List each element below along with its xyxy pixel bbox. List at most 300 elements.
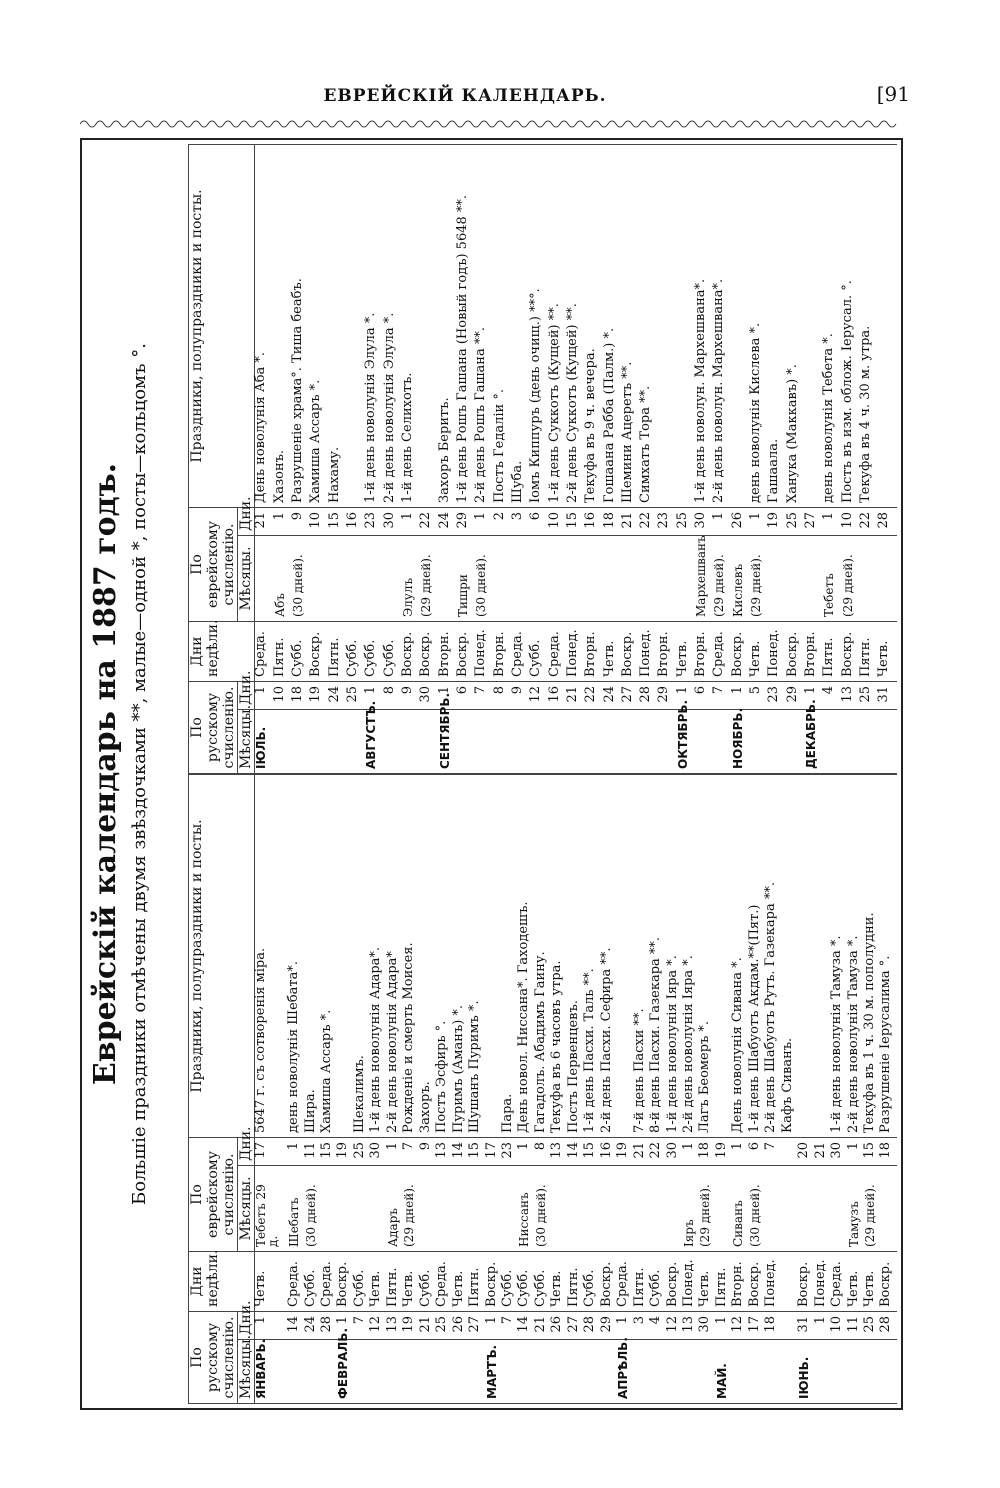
holiday-cell: 2-й день Суккотъ (Кущей) **. xyxy=(567,145,585,508)
heb-day-cell: 19 xyxy=(617,1137,633,1165)
heb-month-cell xyxy=(622,536,640,622)
heb-month-cell: (30 дней). xyxy=(749,1166,765,1252)
holiday-cell: Шемини Ацеретъ **. xyxy=(622,145,640,508)
heb-day-cell: 17 xyxy=(255,1137,289,1165)
holiday-cell: Захоръ. xyxy=(420,775,436,1138)
col-days-label-right: Дни xyxy=(189,636,205,667)
holiday-cell: Текуфа въ 1 ч. 30 м. пополудни. xyxy=(864,775,880,1138)
weekday-cell: Среда. xyxy=(436,1252,452,1312)
heb-month-cell xyxy=(880,1166,897,1252)
page-number: [91 xyxy=(876,82,910,106)
calendar-caption xyxy=(88,140,150,1408)
col-rus: По русскому счисленію. xyxy=(189,1312,238,1404)
day-cell: 29 xyxy=(787,682,805,710)
day-cell: 28 xyxy=(321,1312,337,1340)
heb-day-cell: 1 xyxy=(518,1137,534,1165)
month-cell: АВГУСТЪ. xyxy=(365,710,383,774)
calendar-table-left xyxy=(188,774,897,1404)
table-row xyxy=(585,145,603,774)
day-cell: 12 xyxy=(370,1312,386,1340)
table-row xyxy=(255,145,274,774)
holiday-cell: Постъ Гедаліи °. xyxy=(494,145,512,508)
day-cell: 1 xyxy=(255,682,274,710)
weekday-cell: Воскр. xyxy=(622,622,640,682)
month-cell xyxy=(370,1340,386,1404)
col-heb-daysnum-right: Дни. xyxy=(238,507,255,535)
holiday-cell xyxy=(798,775,814,1138)
heb-day-cell: 22 xyxy=(650,1137,666,1165)
day-cell: 24 xyxy=(329,682,347,710)
heb-day-cell: 30 xyxy=(370,1137,386,1165)
day-cell: 1 xyxy=(732,682,750,710)
heb-month-cell: Сиванъ xyxy=(732,1166,748,1252)
month-cell xyxy=(453,1340,469,1404)
heb-month-cell xyxy=(494,536,512,622)
day-cell: 19 xyxy=(310,682,328,710)
day-cell: 10 xyxy=(831,1312,847,1340)
holiday-cell: 8-й день Пасхи. Газекара **. xyxy=(650,775,666,1138)
heb-month-cell: (29 дней). xyxy=(699,1166,715,1252)
table-row xyxy=(640,145,658,774)
weekday-cell: Воскр. xyxy=(310,622,328,682)
heb-day-cell: 16 xyxy=(347,507,365,535)
holiday-cell: Пара. xyxy=(502,775,518,1138)
col-weekdays-label-right: недѣли. xyxy=(205,619,221,677)
day-cell: 9 xyxy=(402,682,420,710)
day-cell: 3 xyxy=(634,1312,650,1340)
day-cell: 23 xyxy=(768,682,786,710)
day-cell: 17 xyxy=(749,1312,765,1340)
day-cell: 6 xyxy=(457,682,475,710)
heb-month-cell: Элулъ xyxy=(402,536,420,622)
heb-month-cell: (29 дней). xyxy=(403,1166,419,1252)
weekday-cell: Среда. xyxy=(549,622,567,682)
day-cell: 8 xyxy=(494,682,512,710)
month-cell xyxy=(640,710,658,774)
holiday-cell: день новолунія Тебета *. xyxy=(823,145,841,508)
weekday-cell: Воскр. xyxy=(420,622,438,682)
month-cell xyxy=(584,1340,600,1404)
heb-day-cell: 18 xyxy=(604,507,622,535)
heb-month-cell: (30 дней). xyxy=(535,1166,551,1252)
weekday-cell: Четв. xyxy=(677,622,695,682)
weekday-cell: Вторн. xyxy=(494,622,512,682)
holiday-cell: 1-й день Шабуотъ Акдам.**(Пят.) xyxy=(749,775,765,1138)
month-cell xyxy=(402,710,420,774)
month-cell xyxy=(347,710,365,774)
holiday-cell: 1-й день новолунія Элула *. xyxy=(365,145,383,508)
heb-month-cell xyxy=(310,536,328,622)
heb-month-cell xyxy=(601,1166,617,1252)
table-row xyxy=(878,145,897,774)
table-row xyxy=(782,775,798,1404)
heb-day-cell: 21 xyxy=(634,1137,650,1165)
heb-month-cell xyxy=(321,1166,337,1252)
heb-day-cell: 15 xyxy=(584,1137,600,1165)
month-cell xyxy=(535,1340,551,1404)
heb-month-cell xyxy=(551,1166,567,1252)
heb-month-cell: (29 дней). xyxy=(750,536,768,622)
heb-day-cell: 13 xyxy=(436,1137,452,1165)
holiday-cell: 2-й день новолунія Тамуза *. xyxy=(848,775,864,1138)
weekday-cell: Субб. xyxy=(650,1252,666,1312)
heb-month-cell xyxy=(667,1166,683,1252)
table-row xyxy=(420,145,438,774)
table-row xyxy=(469,775,485,1404)
right-rows xyxy=(255,145,898,774)
day-cell: 28 xyxy=(584,1312,600,1340)
month-cell xyxy=(634,1340,650,1404)
weekday-cell: Пятн. xyxy=(716,1252,732,1312)
month-cell xyxy=(658,710,676,774)
holiday-cell: 1-й день новолунія Тамуза *. xyxy=(831,775,847,1138)
weekday-cell: Среда. xyxy=(512,622,530,682)
month-cell xyxy=(878,710,897,774)
heb-month-cell xyxy=(329,536,347,622)
heb-month-cell xyxy=(568,1166,584,1252)
heb-month-cell: Мархешванъ xyxy=(695,536,713,622)
heb-day-cell: 20 xyxy=(798,1137,814,1165)
heb-month-cell xyxy=(815,1166,831,1252)
heb-day-cell: 27 xyxy=(805,507,823,535)
heb-month-cell xyxy=(640,536,658,622)
month-cell xyxy=(699,1340,715,1404)
holiday-cell: день новолунія Кислева *. xyxy=(750,145,768,508)
weekday-cell: Среда. xyxy=(321,1252,337,1312)
heb-day-cell: 9 xyxy=(292,507,310,535)
col-months: Мѣсяцы. xyxy=(238,1340,255,1404)
holiday-cell: Іомъ Киппуръ (день очищ.) **°. xyxy=(530,145,548,508)
holiday-cell: 2-й день новолун. Мархешвана*. xyxy=(713,145,731,508)
weekday-cell: Воскр. xyxy=(732,622,750,682)
day-cell: 31 xyxy=(878,682,897,710)
table-row xyxy=(310,145,328,774)
day-cell: 10 xyxy=(274,682,292,710)
day-cell: 14 xyxy=(518,1312,534,1340)
weekday-cell: Понед. xyxy=(768,622,786,682)
heb-month-cell xyxy=(453,1166,469,1252)
day-cell: 12 xyxy=(530,682,548,710)
day-cell: 1 xyxy=(365,682,383,710)
holiday-cell: Гошаана Рабба (Палм.) *. xyxy=(604,145,622,508)
holiday-cell: 1-й день Селихотъ. xyxy=(402,145,420,508)
heb-day-cell: 17 xyxy=(486,1137,502,1165)
holiday-cell: Нахаму. xyxy=(329,145,347,508)
heb-day-cell: 29 xyxy=(457,507,475,535)
holiday-cell: Симхатъ Тора **. xyxy=(640,145,658,508)
month-cell: МАЙ. xyxy=(716,1340,732,1404)
heb-month-cell: (29 дней). xyxy=(713,536,731,622)
month-cell xyxy=(568,1340,584,1404)
holiday-cell: 5647 г. съ сотворенія міра. xyxy=(255,775,289,1138)
weekday-cell: Субб. xyxy=(584,1252,600,1312)
month-cell xyxy=(823,710,841,774)
weekday-cell: Четв. xyxy=(370,1252,386,1312)
calendar-title: Еврейскій календарь на 1887 годъ. xyxy=(88,462,123,1086)
heb-day-cell: 25 xyxy=(787,507,805,535)
day-cell: 21 xyxy=(420,1312,436,1340)
page-header xyxy=(80,80,910,110)
table-row xyxy=(321,775,337,1404)
weekday-cell: Четв. xyxy=(255,1252,289,1312)
calendar-table-right xyxy=(188,144,897,774)
weekday-cell: Среда. xyxy=(831,1252,847,1312)
holiday-cell: Разрушеніе Іерусалима °. xyxy=(880,775,897,1138)
month-cell xyxy=(288,1340,304,1404)
heb-day-cell: 8 xyxy=(535,1137,551,1165)
heb-month-cell xyxy=(420,1166,436,1252)
month-cell xyxy=(494,710,512,774)
col-rus-right: По русскому счисленію. xyxy=(189,682,238,774)
heb-month-cell xyxy=(768,536,786,622)
col-months-right: Мѣсяцы. xyxy=(238,710,255,774)
table-row xyxy=(860,145,878,774)
weekday-cell: Понед. xyxy=(765,1252,781,1312)
weekday-cell: Вторн. xyxy=(732,1252,748,1312)
heb-day-cell: 16 xyxy=(601,1137,617,1165)
weekday-cell: Пятн. xyxy=(860,622,878,682)
holiday-cell: Хамиша Ассаръ *. xyxy=(321,775,337,1138)
col-heb-months-right: Мѣсяцы. xyxy=(238,536,255,622)
holiday-cell: 1-й день Пасхи. Таль **. xyxy=(584,775,600,1138)
weekday-cell: Четв. xyxy=(750,622,768,682)
month-cell xyxy=(551,1340,567,1404)
month-cell xyxy=(518,1340,534,1404)
heb-day-cell: 30 xyxy=(384,507,402,535)
col-holidays: Праздники, полупраздники и посты. xyxy=(189,775,255,1138)
heb-month-cell: Тебетъ 29 д. xyxy=(255,1166,289,1252)
heb-month-cell xyxy=(658,536,676,622)
holiday-cell: День новолунія Аба *. xyxy=(255,145,274,508)
day-cell: 7 xyxy=(713,682,731,710)
weekday-cell: Воскр. xyxy=(402,622,420,682)
weekday-cell: Пятн. xyxy=(568,1252,584,1312)
holiday-cell: Хазонъ. xyxy=(274,145,292,508)
heb-month-cell xyxy=(650,1166,666,1252)
holiday-cell: Разрушеніе храма°. Тиша беабъ. xyxy=(292,145,310,508)
holiday-cell: Постъ Эсфирь °. xyxy=(436,775,452,1138)
month-cell xyxy=(842,710,860,774)
day-cell: 29 xyxy=(601,1312,617,1340)
weekday-cell: Вторн. xyxy=(695,622,713,682)
table-row xyxy=(880,775,897,1404)
weekday-cell: Субб. xyxy=(502,1252,518,1312)
weekday-cell: Вторн. xyxy=(439,622,457,682)
weekday-cell: Субб. xyxy=(518,1252,534,1312)
heb-day-cell: 1 xyxy=(402,507,420,535)
weekday-cell: Понед. xyxy=(683,1252,699,1312)
day-cell: 7 xyxy=(502,1312,518,1340)
weekday-cell: Субб. xyxy=(347,622,365,682)
holiday-cell: Постъ Первенцевъ. xyxy=(568,775,584,1138)
holiday-cell: 2-й день Пасхи. Сефира **. xyxy=(601,775,617,1138)
day-cell: 25 xyxy=(860,682,878,710)
heb-day-cell: 3 xyxy=(512,507,530,535)
holiday-cell: Шуба. xyxy=(512,145,530,508)
day-cell: 27 xyxy=(469,1312,485,1340)
heb-month-cell xyxy=(860,536,878,622)
holiday-cell xyxy=(486,775,502,1138)
heb-day-cell: 10 xyxy=(310,507,328,535)
day-cell: 30 xyxy=(699,1312,715,1340)
weekday-cell: Субб. xyxy=(292,622,310,682)
col-holidays-right: Праздники, полупраздники и посты. xyxy=(189,145,255,508)
heb-month-cell xyxy=(436,1166,452,1252)
day-cell: 1 xyxy=(617,1312,633,1340)
heb-day-cell: 11 xyxy=(305,1137,321,1165)
heb-day-cell: 21 xyxy=(255,507,274,535)
weekday-cell: Понед. xyxy=(567,622,585,682)
holiday-cell: Пуримъ (Аманъ) *. xyxy=(453,775,469,1138)
heb-day-cell: 2 xyxy=(494,507,512,535)
weekday-cell: Вторн. xyxy=(805,622,823,682)
holiday-cell: Шекалимъ. xyxy=(354,775,370,1138)
heb-month-cell xyxy=(486,1166,502,1252)
holiday-cell: 2-й день Шабуотъ Рутъ. Газекара **. xyxy=(765,775,781,1138)
heb-month-cell xyxy=(530,536,548,622)
month-cell: ІЮНЬ. xyxy=(798,1340,814,1404)
heb-day-cell: 22 xyxy=(420,507,438,535)
month-cell xyxy=(530,710,548,774)
heb-day-cell: 18 xyxy=(880,1137,897,1165)
month-cell xyxy=(713,710,731,774)
heb-month-cell xyxy=(617,1166,633,1252)
day-cell: 13 xyxy=(387,1312,403,1340)
month-cell: СЕНТЯБРЬ. xyxy=(439,710,457,774)
weekday-cell: Субб. xyxy=(420,1252,436,1312)
heb-day-cell: 1 xyxy=(475,507,493,535)
month-cell xyxy=(549,710,567,774)
month-cell xyxy=(567,710,585,774)
heb-month-cell: Іяръ xyxy=(683,1166,699,1252)
heb-month-cell xyxy=(354,1166,370,1252)
weekday-cell: Воскр. xyxy=(601,1252,617,1312)
heb-month-cell: (29 дней). xyxy=(864,1166,880,1252)
month-cell xyxy=(436,1340,452,1404)
day-cell: 28 xyxy=(640,682,658,710)
holiday-cell: 1-й день новолун. Мархешвана*. xyxy=(695,145,713,508)
weekday-cell: Четв. xyxy=(403,1252,419,1312)
heb-day-cell: 14 xyxy=(453,1137,469,1165)
heb-day-cell: 21 xyxy=(622,507,640,535)
day-cell: 28 xyxy=(880,1312,897,1340)
heb-day-cell: 18 xyxy=(699,1137,715,1165)
heb-day-cell: 7 xyxy=(403,1137,419,1165)
month-cell xyxy=(695,710,713,774)
heb-month-cell: (30 дней). xyxy=(475,536,493,622)
holiday-cell: Хамиша Ассаръ *. xyxy=(310,145,328,508)
weekday-cell: Понед. xyxy=(640,622,658,682)
holiday-cell xyxy=(420,145,438,508)
heb-month-cell: (29 дней). xyxy=(842,536,860,622)
heb-day-cell: 14 xyxy=(568,1137,584,1165)
rotated-page xyxy=(82,140,901,1408)
month-cell xyxy=(880,1340,897,1404)
day-cell: 25 xyxy=(436,1312,452,1340)
heb-day-cell: 6 xyxy=(530,507,548,535)
holiday-cell: 2-й день новолунія Іяра *. xyxy=(683,775,699,1138)
heb-day-cell: 13 xyxy=(551,1137,567,1165)
heb-month-cell xyxy=(439,536,457,622)
heb-day-cell: 19 xyxy=(337,1137,353,1165)
weekday-cell: Субб. xyxy=(365,622,383,682)
month-cell xyxy=(749,1340,765,1404)
heb-month-cell: (30 дней). xyxy=(305,1166,321,1252)
month-cell xyxy=(502,1340,518,1404)
day-cell: 19 xyxy=(403,1312,419,1340)
heb-day-cell: 1 xyxy=(713,507,731,535)
heb-day-cell: 23 xyxy=(658,507,676,535)
col-heb-daysnum: Дни. xyxy=(238,1137,255,1165)
holiday-cell: Текуфа въ 9 ч. вечера. xyxy=(585,145,603,508)
heb-day-cell: 23 xyxy=(502,1137,518,1165)
day-cell: 31 xyxy=(798,1312,814,1340)
holiday-cell: Текуфа въ 6 часовъ утра. xyxy=(551,775,567,1138)
heb-month-cell xyxy=(805,536,823,622)
holiday-cell: Шира. xyxy=(305,775,321,1138)
holiday-cell: 7-й день Пасхи **. xyxy=(634,775,650,1138)
day-cell: 5 xyxy=(750,682,768,710)
table-row xyxy=(658,145,676,774)
month-cell xyxy=(512,710,530,774)
holiday-cell: 1-й день новолунія Іяра *. xyxy=(667,775,683,1138)
heb-month-cell xyxy=(798,1166,814,1252)
heb-day-cell: 24 xyxy=(439,507,457,535)
left-rows xyxy=(255,775,898,1404)
heb-day-cell: 10 xyxy=(549,507,567,535)
month-cell xyxy=(683,1340,699,1404)
heb-day-cell: 15 xyxy=(864,1137,880,1165)
col-heb-months: Мѣсяцы. xyxy=(238,1166,255,1252)
heb-day-cell: 23 xyxy=(365,507,383,535)
heb-month-cell xyxy=(469,1166,485,1252)
month-cell xyxy=(469,1340,485,1404)
weekday-cell: Воскр. xyxy=(880,1252,897,1312)
day-cell: 21 xyxy=(535,1312,551,1340)
table-row xyxy=(475,145,493,774)
table-row xyxy=(255,775,289,1404)
weekday-cell: Воскр. xyxy=(337,1252,353,1312)
day-cell: 1 xyxy=(486,1312,502,1340)
month-cell xyxy=(354,1340,370,1404)
weekday-cell: Воскр. xyxy=(667,1252,683,1312)
day-cell: 1 xyxy=(677,682,695,710)
weekday-cell: Субб. xyxy=(530,622,548,682)
month-cell xyxy=(403,1340,419,1404)
heb-month-cell xyxy=(255,536,274,622)
month-cell xyxy=(420,710,438,774)
heb-day-cell: 1 xyxy=(274,507,292,535)
holiday-cell xyxy=(878,145,897,508)
weekday-cell: Среда. xyxy=(288,1252,304,1312)
day-cell: 1 xyxy=(716,1312,732,1340)
heb-day-cell: 10 xyxy=(842,507,860,535)
weekday-cell: Четв. xyxy=(453,1252,469,1312)
month-cell xyxy=(768,710,786,774)
month-cell xyxy=(622,710,640,774)
day-cell: 1 xyxy=(439,682,457,710)
weekday-cell: Пятн. xyxy=(274,622,292,682)
col-weekdays-label: недѣли. xyxy=(205,1249,221,1307)
month-cell xyxy=(420,1340,436,1404)
day-cell: 27 xyxy=(568,1312,584,1340)
table-row xyxy=(365,145,383,774)
weekday-cell: Четв. xyxy=(604,622,622,682)
weekday-cell: Вторн. xyxy=(585,622,603,682)
heb-month-cell xyxy=(370,1166,386,1252)
holiday-cell xyxy=(658,145,676,508)
weekday-cell: Воскр. xyxy=(787,622,805,682)
